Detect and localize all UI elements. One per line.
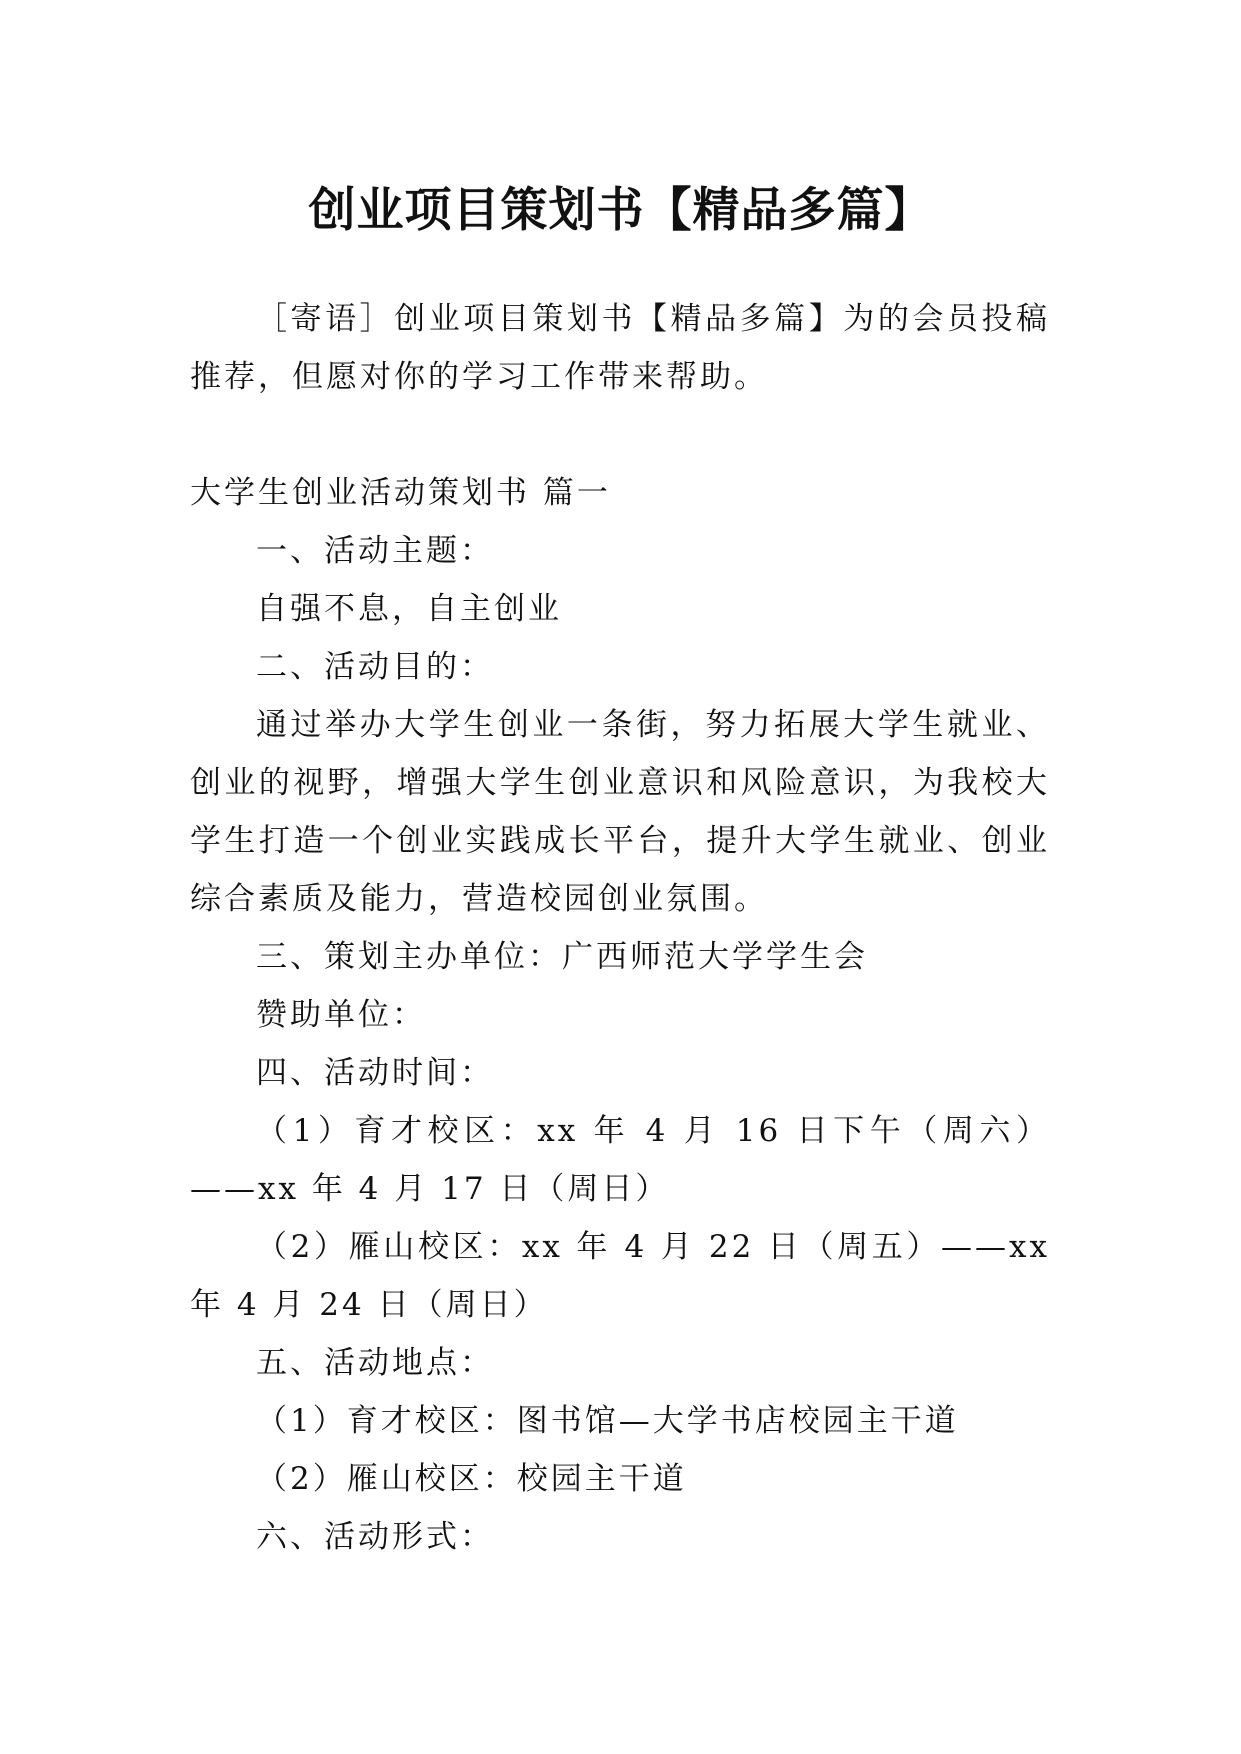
section-heading: 大学生创业活动策划书 篇一 [190, 475, 611, 511]
activity-theme-text: 自强不息，自主创业 [256, 591, 562, 627]
intro-paragraph: ［寄语］创业项目策划书【精品多篇】为的会员投稿推荐，但愿对你的学习工作带来帮助。 [190, 301, 1050, 395]
heading-activity-location: 五、活动地点： [256, 1345, 494, 1381]
paragraph-spacer [190, 406, 1050, 464]
time-yucai-campus: （1）育才校区：xx 年 4 月 16 日下午（周六）——xx 年 4 月 17 日（周日） [190, 1113, 1050, 1207]
document-body [190, 290, 1050, 1566]
location-yucai-campus: （1）育才校区：图书馆—大学书店校园主干道 [256, 1403, 959, 1439]
heading-activity-theme: 一、活动主题： [256, 533, 494, 569]
document-title: 创业项目策划书【精品多篇】 [308, 183, 933, 239]
sponsor-line: 赞助单位： [256, 997, 426, 1033]
heading-activity-format: 六、活动形式： [256, 1519, 494, 1555]
heading-activity-time: 四、活动时间： [256, 1055, 494, 1091]
time-yanshan-campus: （2）雁山校区：xx 年 4 月 22 日（周五）——xx 年 4 月 24 日（周日） [190, 1229, 1050, 1323]
heading-activity-purpose: 二、活动目的： [256, 649, 494, 685]
activity-purpose-text: 通过举办大学生创业一条街，努力拓展大学生就业、创业的视野，增强大学生创业意识和风险意识，为我校大学生打造一个创业实践成长平台，提升大学生就业、创业综合素质及能力，营造校园创业氛围。 [190, 707, 1050, 917]
organizer-line: 三、策划主办单位：广西师范大学学生会 [256, 939, 868, 975]
location-yanshan-campus: （2）雁山校区：校园主干道 [256, 1461, 687, 1497]
